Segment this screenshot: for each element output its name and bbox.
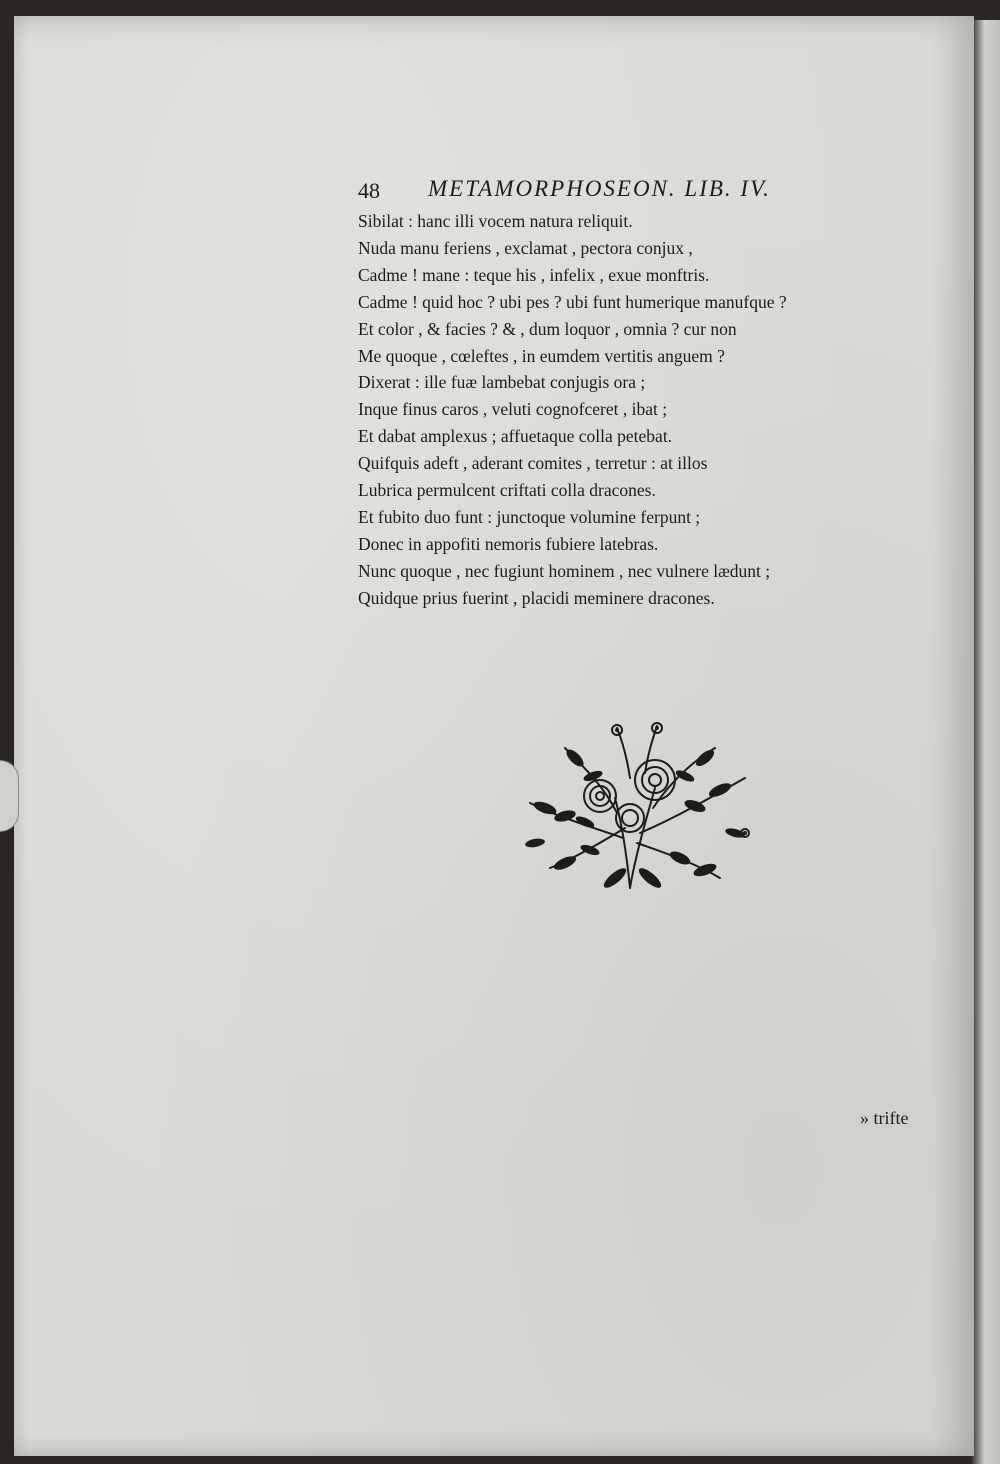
verse-line: Dixerat : ille fuæ lambebat conjugis ora ;	[358, 372, 646, 393]
verse-line: Et color , & facies ? & , dum loquor , omnia ? cur non	[358, 318, 737, 339]
verse-line: Et fubito duo funt : junctoque volumine ferpunt ;	[358, 506, 701, 527]
verse-line: Nuda manu feriens , exclamat , pectora conjux ,	[358, 237, 693, 258]
next-page-edge	[972, 20, 1000, 1464]
verse-line: Cadme ! mane : teque his , infelix , exue monftris.	[358, 264, 710, 285]
page-tab-notch	[0, 760, 19, 832]
verse-line: Cadme ! quid hoc ? ubi pes ? ubi funt humerique manufque ?	[358, 291, 787, 312]
verse-line: Lubrica permulcent criftati colla dracones.	[358, 480, 656, 501]
page-number: 48	[358, 178, 380, 203]
verse-line: Inque finus caros , veluti cognofceret , ibat ;	[358, 399, 668, 420]
verse-line: Me quoque , cœleftes , in eumdem vertitis anguem ?	[358, 345, 725, 366]
verse-line: Donec in appofiti nemoris fubiere latebras.	[358, 533, 659, 554]
verse-line: Nunc quoque , nec fugiunt hominem , nec vulnere lædunt ;	[358, 560, 771, 581]
running-title: METAMORPHOSEON. LIB. IV.	[428, 176, 771, 201]
floral-ornament-icon	[505, 718, 765, 898]
running-header	[358, 176, 878, 210]
verse-line: Quifquis adeft , aderant comites , terretur : at illos	[358, 453, 708, 474]
verse-line: Et dabat amplexus ; affuetaque colla petebat.	[358, 426, 673, 447]
verse-line: Quidque prius fuerint , placidi meminere dracones.	[358, 587, 715, 608]
verse-line: Sibilat : hanc illi vocem natura reliquit.	[358, 211, 633, 231]
verse-block	[358, 208, 918, 612]
catchword: » trifte	[860, 1108, 909, 1128]
